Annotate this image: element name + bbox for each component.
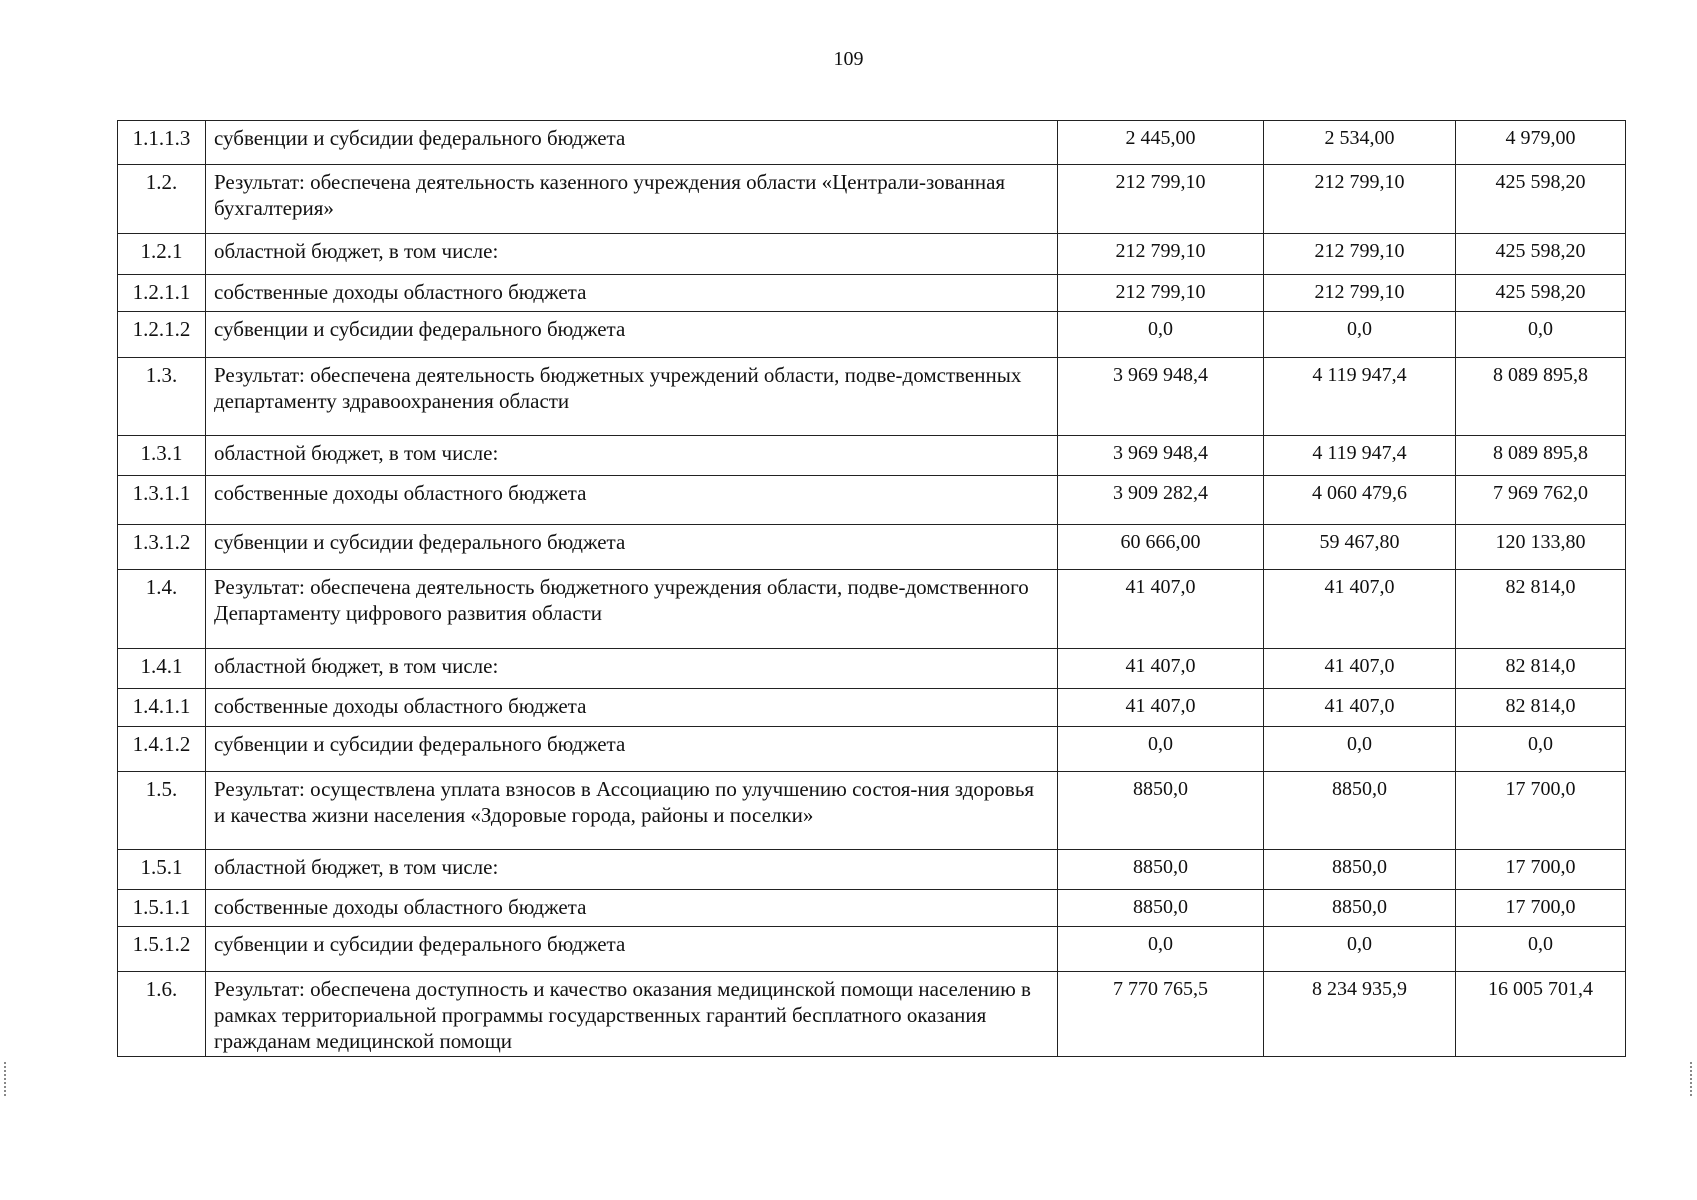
row-description: областной бюджет, в том числе: xyxy=(206,436,1058,476)
row-code: 1.3.1.2 xyxy=(118,525,206,570)
table-row xyxy=(118,890,1626,927)
table-row xyxy=(118,927,1626,972)
row-code: 1.5.1.1 xyxy=(118,890,206,927)
row-value-1: 3 969 948,4 xyxy=(1058,358,1264,436)
right-edge-mark xyxy=(1690,1062,1694,1096)
row-code: 1.4.1 xyxy=(118,649,206,689)
table-row xyxy=(118,972,1626,1057)
row-value-2: 0,0 xyxy=(1264,927,1456,972)
row-description: собственные доходы областного бюджета xyxy=(206,476,1058,525)
row-description: субвенции и субсидии федерального бюджета xyxy=(206,121,1058,165)
left-edge-mark xyxy=(4,1062,8,1096)
row-value-3: 425 598,20 xyxy=(1456,165,1626,234)
row-value-3: 82 814,0 xyxy=(1456,689,1626,727)
table-row xyxy=(118,275,1626,312)
row-description: субвенции и субсидии федерального бюджета xyxy=(206,927,1058,972)
row-code: 1.6. xyxy=(118,972,206,1057)
table-body xyxy=(118,121,1626,1057)
table-row xyxy=(118,525,1626,570)
row-value-2: 41 407,0 xyxy=(1264,570,1456,649)
row-code: 1.2. xyxy=(118,165,206,234)
row-description: Результат: обеспечена доступность и качество оказания медицинской помощи населению в рамках территориальной программы государственных гарантий бесплатного оказания гражданам медицинской помощи xyxy=(206,972,1058,1057)
row-value-1: 8850,0 xyxy=(1058,890,1264,927)
row-code: 1.2.1 xyxy=(118,234,206,275)
row-value-2: 212 799,10 xyxy=(1264,165,1456,234)
row-value-3: 0,0 xyxy=(1456,927,1626,972)
row-code: 1.3.1 xyxy=(118,436,206,476)
row-value-3: 8 089 895,8 xyxy=(1456,436,1626,476)
row-value-1: 212 799,10 xyxy=(1058,275,1264,312)
row-value-2: 4 119 947,4 xyxy=(1264,436,1456,476)
row-value-1: 8850,0 xyxy=(1058,850,1264,890)
row-code: 1.2.1.1 xyxy=(118,275,206,312)
row-value-2: 0,0 xyxy=(1264,727,1456,772)
row-value-1: 3 969 948,4 xyxy=(1058,436,1264,476)
table-row xyxy=(118,121,1626,165)
row-value-2: 41 407,0 xyxy=(1264,649,1456,689)
row-code: 1.2.1.2 xyxy=(118,312,206,358)
row-value-3: 82 814,0 xyxy=(1456,649,1626,689)
row-value-1: 60 666,00 xyxy=(1058,525,1264,570)
row-description: областной бюджет, в том числе: xyxy=(206,649,1058,689)
row-value-2: 212 799,10 xyxy=(1264,275,1456,312)
row-description: Результат: обеспечена деятельность бюджетных учреждений области, подве-домственных департаменту здравоохранения области xyxy=(206,358,1058,436)
table-row xyxy=(118,850,1626,890)
budget-table xyxy=(117,120,1626,1057)
row-value-1: 41 407,0 xyxy=(1058,570,1264,649)
row-description: собственные доходы областного бюджета xyxy=(206,890,1058,927)
row-description: субвенции и субсидии федерального бюджета xyxy=(206,525,1058,570)
row-description: Результат: обеспечена деятельность казенного учреждения области «Централи-зованная бухгалтерия» xyxy=(206,165,1058,234)
row-value-1: 8850,0 xyxy=(1058,772,1264,850)
row-description: субвенции и субсидии федерального бюджета xyxy=(206,312,1058,358)
row-description: собственные доходы областного бюджета xyxy=(206,689,1058,727)
row-code: 1.5. xyxy=(118,772,206,850)
row-value-1: 2 445,00 xyxy=(1058,121,1264,165)
row-code: 1.1.1.3 xyxy=(118,121,206,165)
table-row xyxy=(118,312,1626,358)
table-row xyxy=(118,165,1626,234)
table-row xyxy=(118,772,1626,850)
row-value-2: 8850,0 xyxy=(1264,850,1456,890)
row-value-3: 7 969 762,0 xyxy=(1456,476,1626,525)
table-row xyxy=(118,234,1626,275)
row-code: 1.3. xyxy=(118,358,206,436)
row-value-2: 212 799,10 xyxy=(1264,234,1456,275)
row-code: 1.3.1.1 xyxy=(118,476,206,525)
row-value-1: 0,0 xyxy=(1058,727,1264,772)
row-code: 1.4. xyxy=(118,570,206,649)
row-code: 1.5.1.2 xyxy=(118,927,206,972)
row-value-1: 0,0 xyxy=(1058,927,1264,972)
table-row xyxy=(118,476,1626,525)
row-value-3: 17 700,0 xyxy=(1456,772,1626,850)
row-value-3: 0,0 xyxy=(1456,312,1626,358)
row-value-1: 3 909 282,4 xyxy=(1058,476,1264,525)
row-value-2: 4 119 947,4 xyxy=(1264,358,1456,436)
table-row xyxy=(118,689,1626,727)
row-description: Результат: обеспечена деятельность бюджетного учреждения области, подве-домственного Департаменту цифрового развития области xyxy=(206,570,1058,649)
row-value-2: 41 407,0 xyxy=(1264,689,1456,727)
row-description: Результат: осуществлена уплата взносов в Ассоциацию по улучшению состоя-ния здоровья и качества жизни населения «Здоровые города, районы и поселки» xyxy=(206,772,1058,850)
row-value-2: 8 234 935,9 xyxy=(1264,972,1456,1057)
table-row xyxy=(118,727,1626,772)
row-value-2: 8850,0 xyxy=(1264,890,1456,927)
page-number: 109 xyxy=(833,48,864,70)
row-code: 1.4.1.2 xyxy=(118,727,206,772)
row-value-2: 4 060 479,6 xyxy=(1264,476,1456,525)
row-value-3: 82 814,0 xyxy=(1456,570,1626,649)
row-value-1: 212 799,10 xyxy=(1058,165,1264,234)
table-row xyxy=(118,570,1626,649)
row-description: субвенции и субсидии федерального бюджета xyxy=(206,727,1058,772)
row-value-2: 59 467,80 xyxy=(1264,525,1456,570)
row-description: собственные доходы областного бюджета xyxy=(206,275,1058,312)
row-value-3: 425 598,20 xyxy=(1456,234,1626,275)
row-value-1: 41 407,0 xyxy=(1058,649,1264,689)
row-value-2: 8850,0 xyxy=(1264,772,1456,850)
row-code: 1.4.1.1 xyxy=(118,689,206,727)
row-value-1: 212 799,10 xyxy=(1058,234,1264,275)
row-value-3: 425 598,20 xyxy=(1456,275,1626,312)
row-value-2: 0,0 xyxy=(1264,312,1456,358)
row-description: областной бюджет, в том числе: xyxy=(206,234,1058,275)
row-value-3: 120 133,80 xyxy=(1456,525,1626,570)
row-code: 1.5.1 xyxy=(118,850,206,890)
row-value-3: 4 979,00 xyxy=(1456,121,1626,165)
table-row xyxy=(118,358,1626,436)
row-value-1: 7 770 765,5 xyxy=(1058,972,1264,1057)
row-value-1: 0,0 xyxy=(1058,312,1264,358)
row-value-3: 16 005 701,4 xyxy=(1456,972,1626,1057)
row-value-3: 8 089 895,8 xyxy=(1456,358,1626,436)
row-description: областной бюджет, в том числе: xyxy=(206,850,1058,890)
row-value-3: 17 700,0 xyxy=(1456,850,1626,890)
row-value-2: 2 534,00 xyxy=(1264,121,1456,165)
table-row xyxy=(118,649,1626,689)
row-value-3: 0,0 xyxy=(1456,727,1626,772)
table-row xyxy=(118,436,1626,476)
row-value-1: 41 407,0 xyxy=(1058,689,1264,727)
row-value-3: 17 700,0 xyxy=(1456,890,1626,927)
